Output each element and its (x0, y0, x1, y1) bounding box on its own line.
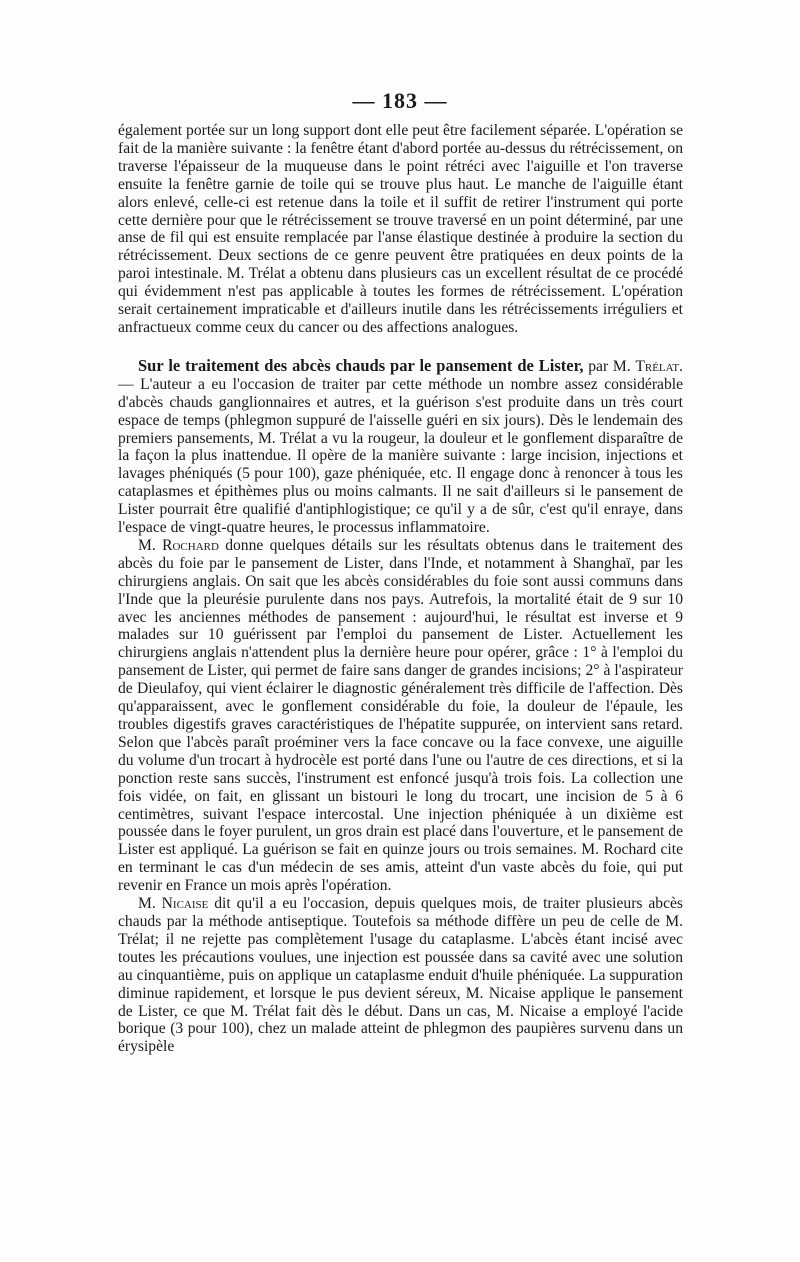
section-gap (118, 337, 683, 357)
byline-text: par M. (583, 357, 636, 375)
paragraph-3-body: donne quelques détails sur les résultats obtenus dans le traitement des abcès du foie par le pansement de Lister, dans l'Inde, et notamment à Shanghaï, par les chirurgiens anglais. On sait que les abcès considérables du foie sont aussi communs dans l'Inde que la pleurésie purulente dans nos pays. Autrefois, la mortalité était de 9 sur 10 avec les anciennes méthodes de pansement : aujourd'hui, le résultat est inverse et 9 malades sur 10 guérissent par l'emploi du pansement de Lister. Actuellement les chirurgiens anglais n'attendent plus la dernière heure pour opérer, grâce : 1° à l'emploi du pansement de Lister, qui permet de faire sans danger de grandes incisions; 2° à l'aspirateur de Dieulafoy, qui vient éclairer le diagnostic généralement très difficile de l'affection. Dès qu'apparaissent, avec le gonflement considérable du foie, la douleur de l'épaule, les troubles digestifs graves caractéristiques de l'hépatite suppurée, on intervient sans retard. Selon que l'abcès paraît proéminer vers la face concave ou la face convexe, une aiguille du volume d'un trocart à hydrocèle est porté dans l'une ou l'autre de ces directions, et si la ponction reste sans succès, l'instrument est enfoncé jusqu'à trois fois. La collection une fois vidée, on fait, en glissant un bistouri le long du trocart, une incision de 5 à 6 centimètres, suivant l'espace intercostal. Une injection phéniquée à un dixième est poussée dans le foyer purulent, un gros drain est placé dans l'ouverture, et le pansement de Lister est appliqué. La guérison se fait en quinze jours ou trois semaines. M. Rochard cite en terminant le cas d'un médecin de ses amis, atteint d'un vaste abcès du foie, qui put revenir en France un mois après l'opération. (118, 536, 683, 895)
page-number: — 183 — (352, 88, 448, 113)
section-heading: Sur le traitement des abcès chauds par le pansement de Lister, (138, 355, 584, 375)
paragraph-2-body: . — L'auteur a eu l'occasion de traiter par cette méthode un nombre assez considérable d'abcès chauds ganglionnaires et autres, et la guérison s'est produite dans un très court espace de temps (phlegmon suppuré de l'aisselle guéri en six jours). Dès le lendemain des premiers pansements, M. Trélat a vu la rougeur, la douleur et le gonflement disparaître de la façon la plus inattendue. Il opère de la manière suivante : large incision, injections et lavages phéniqués (5 pour 100), gaze phéniquée, etc. Il engage donc à renoncer à tous les cataplasmes et épithèmes plus ou moins calmants. Il ne sait d'ailleurs si le pansement de Lister pourrait être qualifié d'antiphlogistique; ce qu'il y a de sûr, c'est qu'il enraye, dans l'espace de vingt-quatre heures, le processus inflammatoire. (118, 357, 683, 537)
speaker-name: Rochard (162, 536, 219, 554)
paragraph-1: également portée sur un long support dont elle peut être facilement séparée. L'opération se fait de la manière suivante : la fenêtre étant d'abord portée au-dessus du rétrécissement, on traverse l'épaisseur de la muqueuse dans le point rétréci avec l'aiguille et l'on traverse ensuite la fenêtre garnie de toile qui se trouve plus haut. Le manche de l'aiguille étant alors enlevé, celle-ci est retenue dans la toile et il suffit de retirer l'instrument qui porte cette dernière pour que le rétrécissement se trouve traversé en un point déterminé, par une anse de fil qui est ensuite remplacée par l'anse élastique destinée à produire la section du rétrécissement. Deux sections de ce genre peuvent être pratiquées en deux points de la paroi intestinale. M. Trélat a obtenu dans plusieurs cas un excellent résultat de ce procédé qui évidemment n'est pas applicable à toutes les formes de rétrécissement. L'opération serait certainement impraticable et d'ailleurs inutile dans les rétrécissements irréguliers et anfractueux comme ceux du cancer ou des affections analogues. (118, 122, 683, 336)
speaker-prefix: M. (138, 895, 162, 913)
speaker-name: Nicaise (161, 895, 209, 913)
paragraph-2 (118, 357, 683, 537)
paragraph-4 (118, 895, 683, 1056)
author-name: Trélat (635, 357, 680, 375)
body-text (118, 122, 683, 1056)
paragraph-3 (118, 537, 683, 895)
paragraph-4-body: dit qu'il a eu l'occasion, depuis quelques mois, de traiter plusieurs abcès chauds par la méthode antiseptique. Toutefois sa méthode diffère un peu de celle de M. Trélat; il ne rejette pas complètement l'usage du cataplasme. L'abcès étant incisé avec toutes les précautions voulues, une injection est poussée dans sa cavité avec une solution au cinquantième, puis on applique un cataplasme enduit d'huile phéniquée. La suppuration diminue rapidement, et lorsque le pus devient séreux, M. Nicaise applique le pansement de Lister, ce que M. Trélat fait dès le début. Dans un cas, M. Nicaise a employé l'acide borique (3 pour 100), chez un malade atteint de phlegmon des paupières survenu dans un érysipèle (118, 895, 683, 1056)
speaker-prefix: M. (138, 536, 163, 554)
